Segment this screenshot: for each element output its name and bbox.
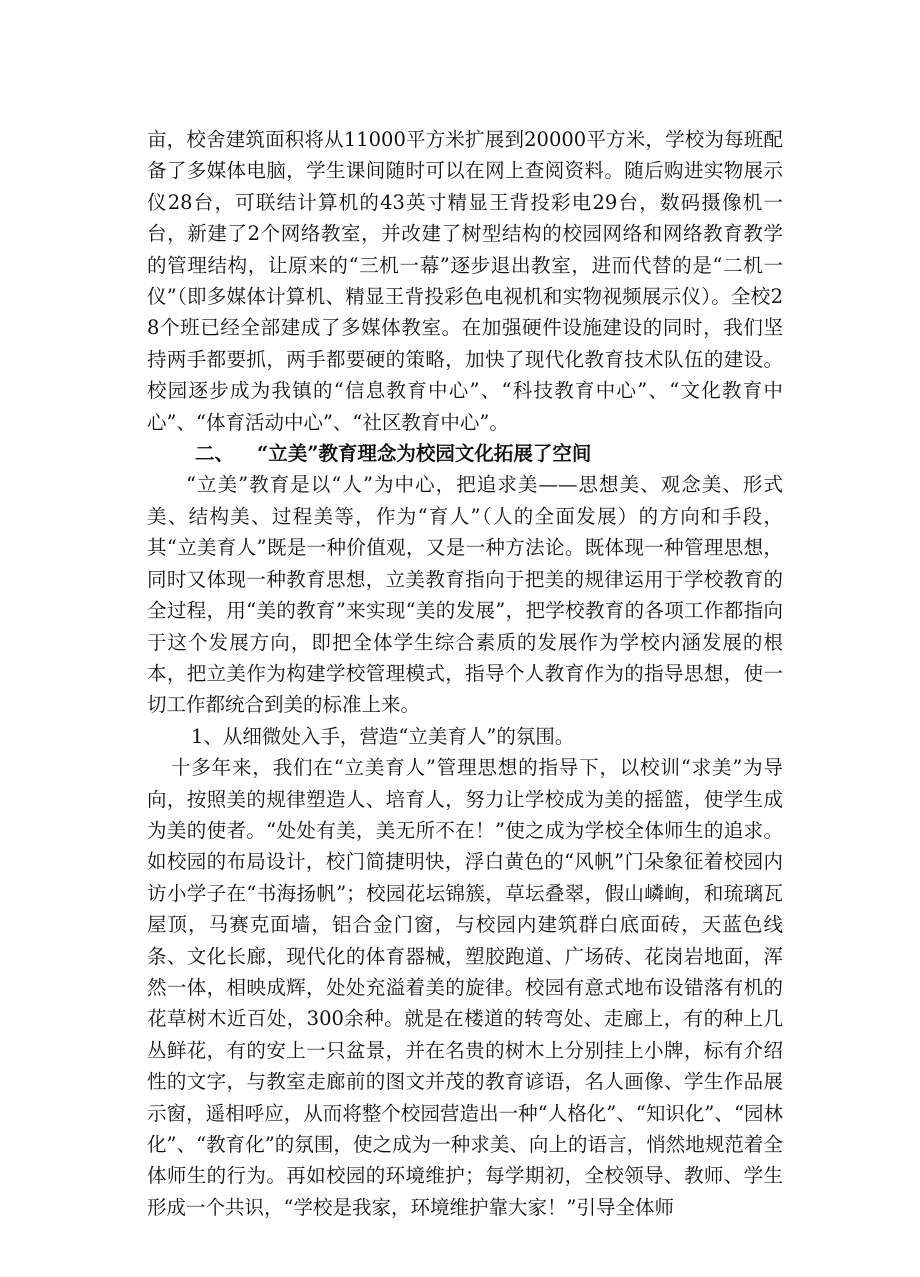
- body-paragraph-2: “立美”教育是以“人”为中心，把追求美——思想美、观念美、形式美、结构美、过程美等，作为“育人”（人的全面发展）的方向和手段，其“立美育人”既是一种价值观，又是一种方法论。既体现一种管理思想，同时又体现一种教育思想，立美教育指向于把美的规律运用于学校教育的全过程，用“美的教育”来实现“美的发展”，把学校教育的各项工作都指向于这个发展方向，即把全体学生综合素质的发展作为学校内涵发展的根本，把立美作为构建学校管理模式，指导个人教育作为的指导思想，使一切工作都统合到美的标准上来。: [147, 473, 783, 717]
- body-paragraph-3: 十多年来，我们在“立美育人”管理思想的指导下，以校训“求美”为导向，按照美的规律塑造人、培育人，努力让学校成为美的摇篮，使学生成为美的使者。“处处有美，美无所不在！”使之成为学校全体师生的追求。如校园的布局设计，校门简捷明快，浮白黄色的“风帆”门朵象征着校园内访小学子在“书海扬帆”；校园花坛锦簇，草坛叠翠，假山嶙峋，和琉璃瓦屋顶，马赛克面墙，铝合金门窗，与校园内建筑群白底面砖，天蓝色线条、文化长廊，现代化的体育器械，塑胶跑道、广场砖、花岗岩地面，浑然一体，相映成辉，处处充溢着美的旋律。校园有意式地布设错落有机的花草树木近百处，300余种。就是在楼道的转弯处、走廊上，有的种上几丛鲜花，有的安上一只盆景，并在名贵的树木上分别挂上小牌，标有介绍性的文字，与教室走廊前的图文并茂的教育谚语，名人画像、学生作品展示窗，遥相呼应，从而将整个校园营造出一种“人格化”、“知识化”、“园林化”、“教育化”的氛围，使之成为一种求美、向上的语言，悄然地规范着全体师生的行为。再如校园的环境维护；每学期初，全校领导、教师、学生形成一个共识，“学校是我家，环境维护靠大家！”引导全体师: [147, 756, 783, 1219]
- body-paragraph-1: 亩，校舍建筑面积将从11000平方米扩展到20000平方米，学校为每班配备了多媒体电脑，学生课间随时可以在网上查阅资料。随后购进实物展示仪28台，可联结计算机的43英寸精显王背投彩电29台，数码摄像机一台，新建了2个网络教室，并改建了树型结构的校园网络和网络教育教学的管理结构，让原来的“三机一幕”逐步退出教室，进而代替的是“二机一仪”（即多媒体计算机、精显王背投彩色电视机和实物视频展示仪）。全校28个班已经全部建成了多媒体教室。在加强硬件设施建设的同时，我们坚持两手都要抓，两手都要硬的策略，加快了现代化教育技术队伍的建设。校园逐步成为我镇的“信息教育中心”、“科技教育中心”、“文化教育中心”、“体育活动中心”、“社区教育中心”。: [147, 128, 783, 434]
- section-number: 二、: [195, 442, 235, 466]
- document-body: [147, 124, 783, 1223]
- section-heading: [147, 438, 783, 469]
- section-title: “立美”教育理念为校园文化拓展了空间: [257, 442, 592, 466]
- subheading-1: 1、从细微处入手，营造“立美育人”的氛围。: [191, 724, 575, 748]
